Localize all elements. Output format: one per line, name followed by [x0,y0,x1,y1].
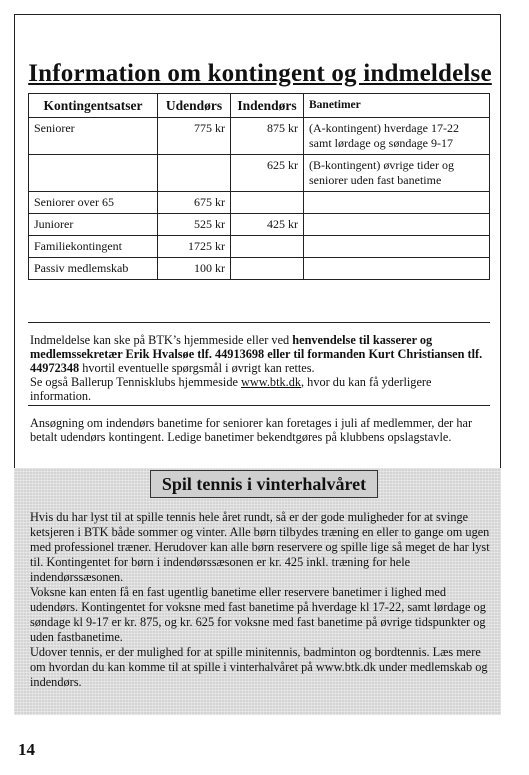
table-row [29,192,490,214]
winter-text-part: Udover tennis, er der mulighed for at spille minitennis, badminton og bordtennis. Læs mere om hvordan du kan komme til at spille i vinterhalvåret på [30,645,481,674]
row-indendors: 875 kr [231,118,304,155]
row-banetimer: (B-kontingent) øvrige tider og seniorer uden fast banetime [304,155,490,192]
winter-text [30,510,492,690]
row-indendors: 625 kr [231,155,304,192]
table-row [29,214,490,236]
winter-paragraph [30,645,492,690]
row-udendors [158,155,231,192]
header-indendors: Indendørs [231,94,304,118]
page-number: 14 [18,740,35,759]
row-label: Familiekontingent [29,236,158,258]
row-banetimer: (A-kontingent) hverdage 17-22 samt lørdage og søndage 9-17 [304,118,490,155]
website-link[interactable]: www.btk.dk [241,375,302,389]
row-indendors: 425 kr [231,214,304,236]
divider [28,405,490,406]
row-udendors: 775 kr [158,118,231,155]
row-udendors: 525 kr [158,214,231,236]
table-row [29,118,490,155]
signup-text: Indmeldelse kan ske på BTK’s hjemmeside eller ved [30,333,293,347]
rates-table [28,93,490,280]
winter-paragraph: Voksne kan enten få en fast ugentlig banetime eller reservere banetimer i lighed med udendørs. Kontingentet for voksne med fast banetime på hverdage kl 17-22, samt lørdage og søndage kl 9-17 er kr. 875, og kr. 625 for voksne med fast banetime på øvrige tidspunkter og uden fastbanetime. [30,585,486,644]
winter-heading: Spil tennis i vinterhalvåret [150,470,378,498]
table-row [29,155,490,192]
row-label: Seniorer [29,118,158,155]
row-udendors: 100 kr [158,258,231,280]
page-title: Information om kontingent og indmeldelse [28,60,492,87]
table-header-row [29,94,490,118]
website-text: Se også Ballerup Tennisklubs hjemmeside [30,375,242,389]
table-row [29,258,490,280]
row-label: Juniorer [29,214,158,236]
row-label [29,155,158,192]
winter-paragraph: Hvis du har lyst til at spille tennis hele året rundt, så er der gode muligheder for at svinge ketsjeren i BTK både sommer og vinter. Alle børn tilbydes træning en eller to gange om ugen med professionel træner. Herudover kan alle børn reservere og spille lige så meget de har lyst til. Kontingentet for børn i indendørssæsonen er kr. 425 inkl. træning for hele indendørssæsonen. [30,510,490,584]
header-banetimer: Banetimer [304,94,490,118]
row-label: Seniorer over 65 [29,192,158,214]
row-udendors: 1725 kr [158,236,231,258]
table-row [29,236,490,258]
signup-text-end: hvortil eventuelle spørgsmål i øvrigt kan rettes. [79,361,315,375]
row-indendors [231,192,304,214]
signup-info [30,333,490,403]
winter-text-part: under medlemskab og indendørs. [30,660,488,689]
header-udendors: Udendørs [158,94,231,118]
header-kontingentsatser: Kontingentsatser [29,94,158,118]
row-banetimer [304,258,490,280]
row-banetimer [304,192,490,214]
row-indendors [231,236,304,258]
divider [28,322,490,323]
row-label: Passiv medlemskab [29,258,158,280]
row-banetimer [304,236,490,258]
website-text-end: , hvor du kan få yderligere information. [30,375,432,403]
row-udendors: 675 kr [158,192,231,214]
signup-contacts: henvendelse til kasserer og medlemssekretær Erik Hvalsøe tlf. 44913698 eller til formanden Kurt Christiansen tlf. 44972348 [30,333,483,375]
row-banetimer [304,214,490,236]
application-info: Ansøgning om indendørs banetime for seniorer kan foretages i juli af medlemmer, der har betalt udendørs kontingent. Ledige banetimer bekendtgøres på klubbens opslagstavle. [30,416,473,444]
row-indendors [231,258,304,280]
winter-website-link[interactable]: www.btk.dk [315,660,376,674]
